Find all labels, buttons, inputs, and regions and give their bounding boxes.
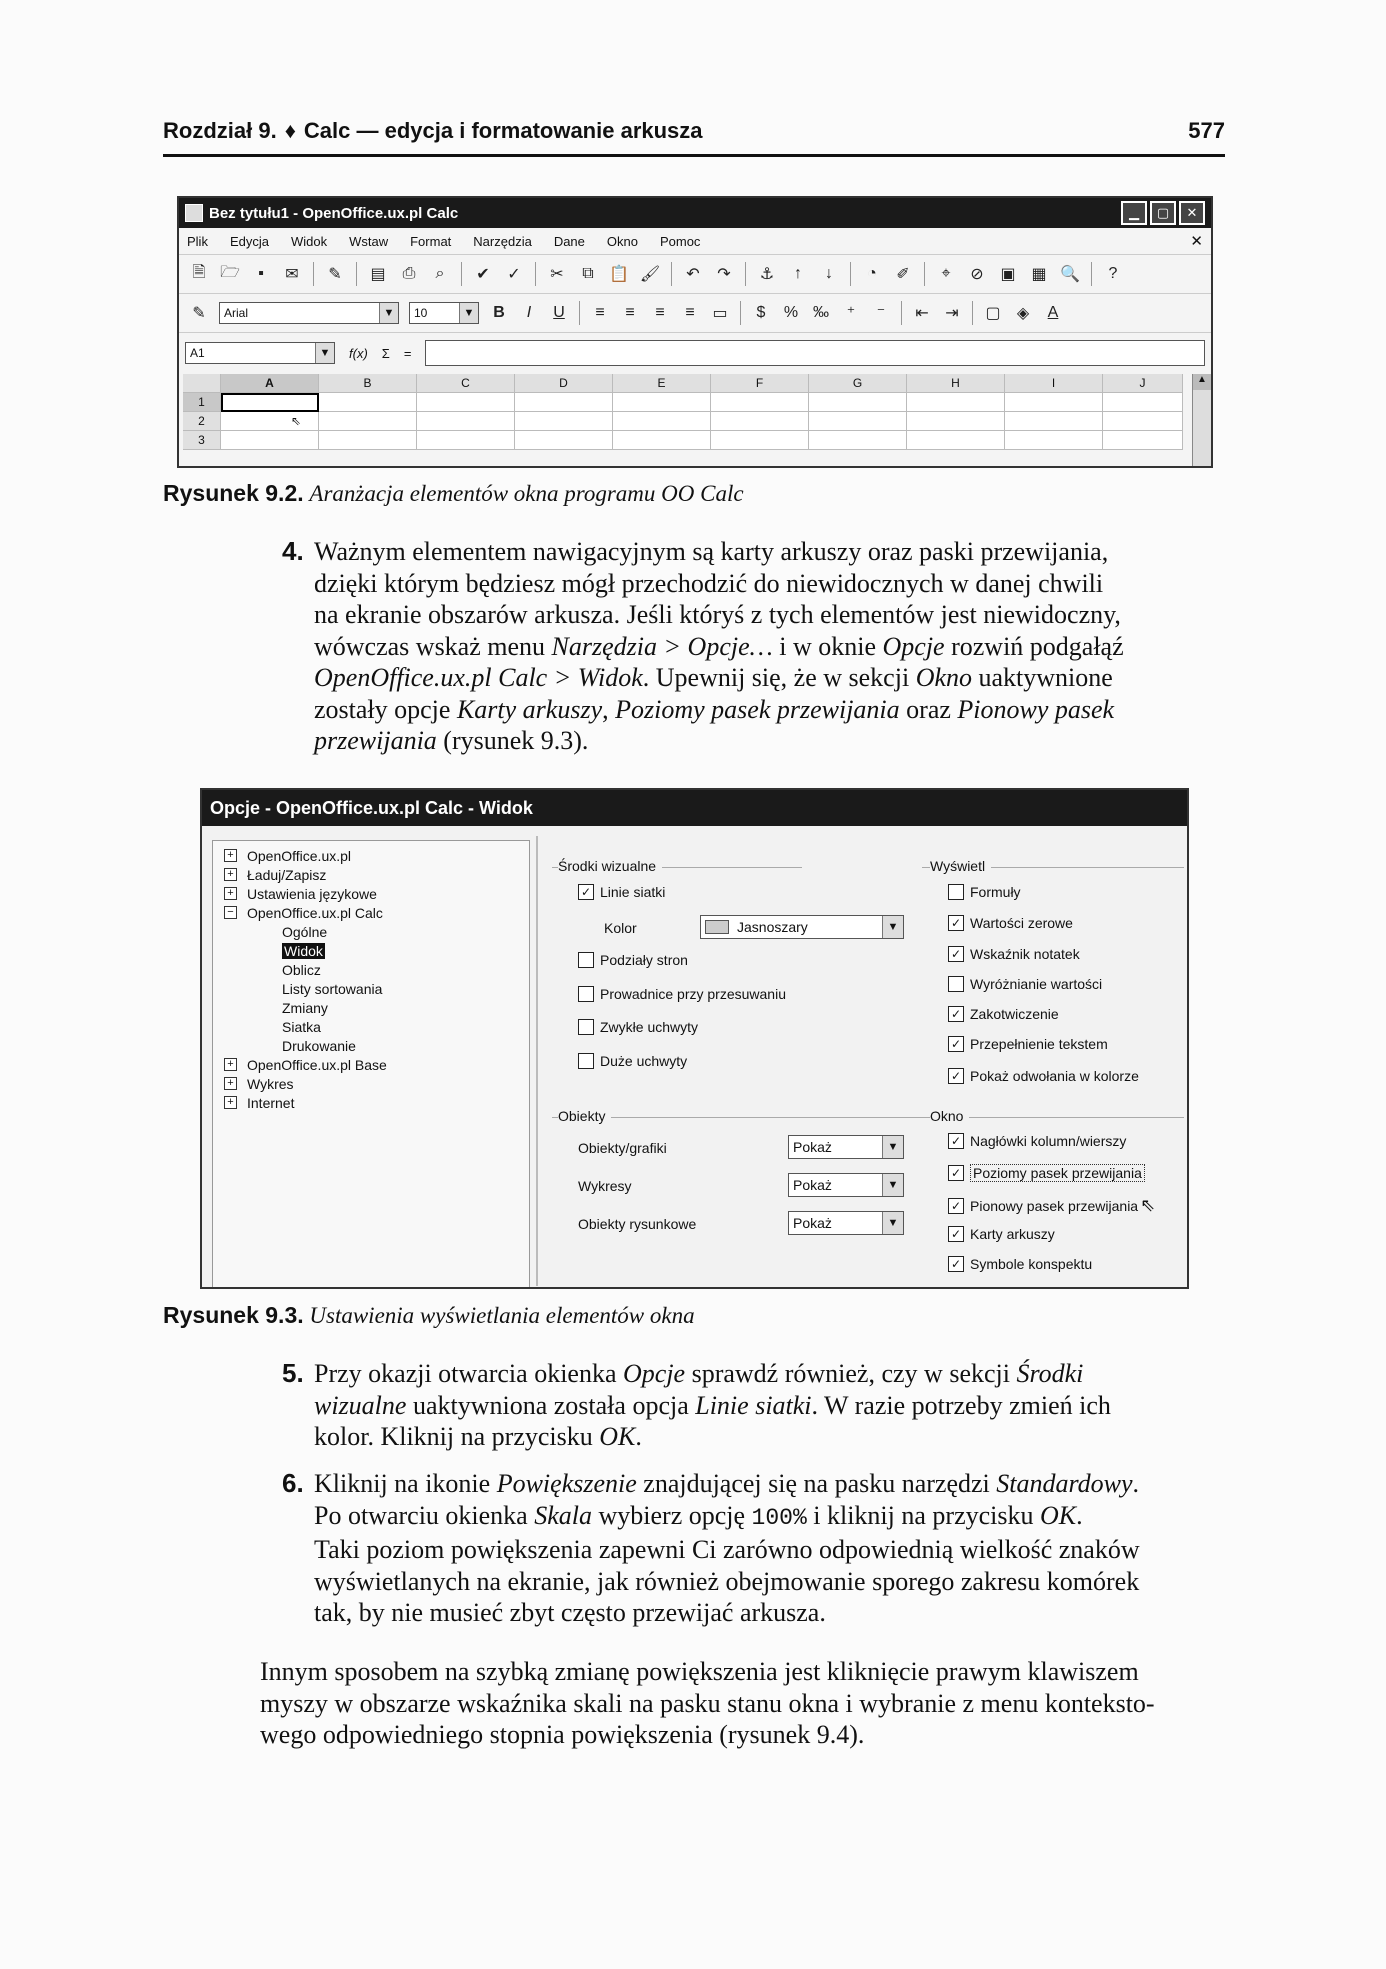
- tree-item-openoffice[interactable]: + OpenOffice.ux.pl: [224, 846, 524, 865]
- text-line: Taki poziom powiększenia zapewni Ci zarówno odpowiednią wielkość znaków: [314, 1535, 1140, 1564]
- option-headers[interactable]: ✓ Nagłówki kolumn/wierszy: [948, 1133, 1126, 1149]
- chevron-down-icon: ▼: [882, 1136, 903, 1158]
- close-icon[interactable]: ✕: [1179, 201, 1205, 225]
- formula-bar: [179, 332, 1211, 373]
- font-color-icon[interactable]: A: [1047, 304, 1059, 321]
- option-vertical-scrollbar[interactable]: ✓ Pionowy pasek przewijania ⇖: [948, 1195, 1155, 1216]
- function-wizard-icon[interactable]: f(x): [349, 345, 368, 361]
- delete-decimal-icon[interactable]: ⁻: [876, 305, 886, 322]
- checkbox-checked-icon: ✓: [948, 1226, 964, 1242]
- cell[interactable]: [319, 393, 417, 412]
- option-text-overflow[interactable]: ✓ Przepełnienie tekstem: [948, 1036, 1108, 1052]
- background-color-icon[interactable]: ◈: [1016, 305, 1030, 322]
- option-guides[interactable]: Prowadnice przy przesuwaniu: [578, 986, 786, 1002]
- step-6-paragraph: [282, 1468, 1224, 1629]
- save-icon[interactable]: ▪: [258, 265, 264, 282]
- objects-charts-select[interactable]: Pokaż ▼: [788, 1173, 904, 1197]
- option-sheet-tabs[interactable]: ✓ Karty arkuszy: [948, 1226, 1055, 1242]
- checkbox-empty-icon: [578, 986, 594, 1002]
- step-4-paragraph: [282, 536, 1224, 757]
- checkbox-checked-icon: ✓: [948, 1165, 964, 1181]
- autospell-icon[interactable]: ✓: [507, 266, 521, 283]
- cell[interactable]: [907, 431, 1005, 450]
- row-header-1[interactable]: 1: [183, 393, 221, 412]
- group-objects-title: Obiekty: [558, 1108, 611, 1124]
- cell[interactable]: [809, 393, 907, 412]
- select-all-corner[interactable]: [183, 374, 221, 393]
- option-large-handles[interactable]: Duże uchwyty: [578, 1053, 687, 1069]
- expand-icon[interactable]: +: [224, 1058, 237, 1071]
- text-line: dzięki którym będziesz mógł przechodzić do niewidocznych w danej chwili: [314, 568, 1104, 598]
- spreadsheet-grid[interactable]: [183, 374, 1191, 466]
- tree-item-changes[interactable]: Zmiany: [282, 999, 328, 1016]
- sum-icon[interactable]: Σ: [381, 345, 390, 361]
- mouse-cursor-icon: ⇖: [291, 414, 302, 428]
- bold-icon[interactable]: B: [493, 304, 505, 321]
- text-line: Innym sposobem na szybką zmianę powiększenia jest kliknięcie prawym klawiszem: [260, 1657, 1139, 1686]
- option-page-breaks[interactable]: Podziały stron: [578, 952, 688, 968]
- caption-label: Rysunek 9.3.: [163, 1302, 304, 1328]
- help-icon[interactable]: ?: [1108, 265, 1118, 282]
- function-icon[interactable]: =: [403, 345, 412, 361]
- chapter-title: [163, 118, 703, 144]
- expand-icon[interactable]: +: [224, 1096, 237, 1109]
- text-line: wyświetlanych na ekranie, jak również obejmowanie sporego zakresu komórek: [314, 1566, 1140, 1596]
- print-icon[interactable]: ⎙: [402, 265, 416, 282]
- cell[interactable]: [613, 393, 711, 412]
- tree-item-language-settings[interactable]: + Ustawienia językowe: [224, 884, 524, 903]
- cell[interactable]: [515, 412, 613, 431]
- cell[interactable]: [613, 412, 711, 431]
- calc-window-title: Bez tytułu1 - OpenOffice.ux.pl Calc: [209, 204, 459, 222]
- objects-graphics-label: Obiekty/grafiki: [578, 1140, 667, 1156]
- options-dialog-title: Opcje - OpenOffice.ux.pl Calc - Widok: [210, 797, 533, 818]
- open-folder-icon[interactable]: 🗁: [220, 263, 240, 281]
- draw-functions-icon[interactable]: ✐: [896, 266, 910, 283]
- chevron-down-icon: ▼: [459, 303, 478, 323]
- undo-icon[interactable]: ↶: [686, 266, 700, 283]
- column-header-c[interactable]: C: [417, 374, 515, 393]
- close-document-icon[interactable]: ✕: [1190, 233, 1203, 250]
- align-left-icon[interactable]: ≡: [595, 304, 605, 321]
- cut-icon[interactable]: ✂: [550, 266, 564, 283]
- text-line: przewijania (rysunek 9.3).: [314, 726, 589, 755]
- align-center-icon[interactable]: ≡: [625, 304, 635, 321]
- italic-icon[interactable]: I: [526, 304, 532, 321]
- cell[interactable]: [417, 393, 515, 412]
- tree-item-base[interactable]: + OpenOffice.ux.pl Base: [224, 1055, 524, 1074]
- cell[interactable]: [711, 393, 809, 412]
- column-header-b[interactable]: B: [319, 374, 417, 393]
- step-number: 5.: [282, 1358, 304, 1388]
- objects-graphics-select[interactable]: Pokaż ▼: [788, 1135, 904, 1159]
- scroll-up-icon[interactable]: ▲: [1193, 374, 1211, 390]
- tree-item-general[interactable]: Ogólne: [282, 923, 328, 940]
- column-header-d[interactable]: D: [515, 374, 613, 393]
- running-header: [163, 118, 1225, 157]
- active-cell-a1[interactable]: [221, 393, 319, 412]
- align-right-icon[interactable]: ≡: [655, 304, 665, 321]
- cell[interactable]: [907, 412, 1005, 431]
- checkbox-checked-icon: ✓: [948, 1068, 964, 1084]
- page-number: 577: [1188, 118, 1225, 143]
- text-line: tak, by nie musieć zbyt często przewijać arkusza.: [314, 1598, 826, 1627]
- cell[interactable]: [319, 431, 417, 450]
- chevron-down-icon: ▼: [882, 1174, 903, 1196]
- option-formulas[interactable]: Formuły: [948, 884, 1021, 900]
- navigator-icon[interactable]: ⊘: [970, 266, 984, 283]
- cell[interactable]: [711, 412, 809, 431]
- tree-item-calculate[interactable]: Oblicz: [282, 961, 321, 978]
- text-line: na ekranie obszarów arkusza. Jeśli któryś z tych elementów jest niewidoczny,: [314, 600, 1121, 629]
- cell[interactable]: [1005, 412, 1103, 431]
- tree-item-grid[interactable]: Siatka: [282, 1018, 321, 1035]
- group-window-title: Okno: [930, 1108, 969, 1124]
- tree-item-print[interactable]: Drukowanie: [282, 1037, 356, 1054]
- tree-item-load-save[interactable]: + Ładuj/Zapisz: [224, 865, 524, 884]
- options-dialog-titlebar: [202, 790, 1187, 826]
- checkbox-empty-icon: [578, 1053, 594, 1069]
- option-zero-values[interactable]: ✓ Wartości zerowe: [948, 915, 1073, 931]
- expand-icon[interactable]: +: [224, 887, 237, 900]
- checkbox-checked-icon: ✓: [948, 1036, 964, 1052]
- cell[interactable]: [515, 431, 613, 450]
- text-line: OpenOffice.ux.pl Calc > Widok. Upewnij się, że w sekcji Okno uaktywnione: [314, 663, 1113, 692]
- cell[interactable]: [1005, 393, 1103, 412]
- calc-menubar: [179, 228, 1211, 254]
- menu-window[interactable]: Okno: [606, 233, 638, 249]
- cell[interactable]: [417, 431, 515, 450]
- checkbox-checked-icon: ✓: [578, 884, 594, 900]
- sort-descending-icon[interactable]: ↓: [825, 265, 833, 282]
- option-show-references[interactable]: ✓ Pokaż odwołania w kolorze: [948, 1068, 1139, 1084]
- minimize-icon[interactable]: ▁: [1121, 201, 1147, 225]
- caption-text: Aranżacja elementów okna programu OO Calc: [309, 481, 744, 506]
- checkbox-checked-icon: ✓: [948, 1133, 964, 1149]
- standard-toolbar: [179, 254, 1211, 293]
- chevron-down-icon: ▼: [882, 1212, 903, 1234]
- chevron-down-icon: ▼: [315, 343, 334, 363]
- cell[interactable]: [221, 431, 319, 450]
- gallery-icon[interactable]: ▣: [1000, 266, 1016, 283]
- option-simple-handles[interactable]: Zwykłe uchwyty: [578, 1019, 698, 1035]
- add-decimal-icon[interactable]: ⁺: [846, 305, 856, 322]
- export-pdf-icon[interactable]: ▤: [370, 266, 386, 283]
- chart-icon[interactable]: ◔: [867, 265, 877, 282]
- cell[interactable]: [613, 431, 711, 450]
- option-horizontal-scrollbar[interactable]: ✓ Poziomy pasek przewijania: [948, 1164, 1145, 1182]
- menu-view[interactable]: Widok: [290, 233, 328, 249]
- cell[interactable]: [515, 393, 613, 412]
- color-label: Kolor: [604, 920, 637, 936]
- tree-item-chart[interactable]: + Wykres: [224, 1074, 524, 1093]
- sort-ascending-icon[interactable]: ↑: [794, 265, 802, 282]
- step-number: 6.: [282, 1468, 304, 1498]
- checkbox-checked-icon: ✓: [948, 915, 964, 931]
- paste-icon[interactable]: 📋: [609, 266, 629, 283]
- checkbox-empty-icon: [948, 976, 964, 992]
- new-document-icon[interactable]: 🗎: [192, 263, 206, 281]
- text-line: wizualne uaktywniona została opcja Linie siatki. W razie potrzeby zmień ich: [314, 1390, 1111, 1420]
- tree-item-calc[interactable]: − OpenOffice.ux.pl Calc: [224, 903, 524, 922]
- data-sources-icon[interactable]: ▦: [1031, 266, 1047, 283]
- objects-charts-label: Wykresy: [578, 1178, 632, 1194]
- chapter-label: Rozdział 9.: [163, 118, 277, 143]
- cell[interactable]: [1103, 431, 1183, 450]
- text-line: wówczas wskaż menu Narzędzia > Opcje… i w oknie Opcje rozwiń podgałąź: [314, 631, 1124, 661]
- color-select[interactable]: Jasnoszary ▼: [700, 915, 904, 939]
- tree-item-internet[interactable]: + Internet: [224, 1093, 524, 1112]
- text-line: Ważnym elementem nawigacyjnym są karty arkuszy oraz paski przewijania,: [314, 537, 1109, 566]
- column-header-g[interactable]: G: [809, 374, 907, 393]
- options-dialog-screenshot: [200, 788, 1189, 1289]
- chevron-down-icon: ▼: [379, 303, 398, 323]
- text-line: zostały opcje Karty arkuszy, Poziomy pasek przewijania oraz Pionowy pasek: [314, 694, 1115, 724]
- underline-icon[interactable]: U: [553, 304, 565, 321]
- objects-drawings-label: Obiekty rysunkowe: [578, 1216, 697, 1232]
- text-line: kolor. Kliknij na przycisku OK.: [314, 1422, 642, 1451]
- menu-file[interactable]: Plik: [187, 233, 208, 249]
- cell[interactable]: [809, 431, 907, 450]
- row-header-2[interactable]: 2: [183, 412, 221, 431]
- figure-9-2-caption: [163, 480, 744, 507]
- redo-icon[interactable]: ↷: [717, 266, 731, 283]
- step-number: 4.: [282, 536, 304, 566]
- option-outline-symbols[interactable]: ✓ Symbole konspektu: [948, 1256, 1092, 1272]
- cell[interactable]: [319, 412, 417, 431]
- copy-icon[interactable]: ⧉: [582, 265, 594, 282]
- chevron-down-icon: ▼: [882, 916, 903, 938]
- expand-icon[interactable]: +: [224, 849, 237, 862]
- standard-format-icon[interactable]: ‰: [813, 304, 829, 321]
- figure-9-3-caption: [163, 1302, 695, 1329]
- edit-file-icon[interactable]: ✎: [328, 266, 342, 283]
- menu-insert[interactable]: Wstaw: [349, 233, 389, 249]
- option-anchor[interactable]: ✓ Zakotwiczenie: [948, 1006, 1059, 1022]
- formatting-toolbar: [179, 293, 1211, 332]
- page-preview-icon[interactable]: ⌕: [435, 265, 445, 282]
- closing-paragraph: [260, 1656, 1226, 1751]
- checkbox-empty-icon: [948, 884, 964, 900]
- group-visual-aids-title: Środki wizualne: [558, 858, 662, 874]
- text-line: Po otwarciu okienka Skala wybierz opcję 100% i kliknij na przycisku OK.: [314, 1500, 1083, 1531]
- text-line: wego odpowiedniego stopnia powiększenia (rysunek 9.4).: [260, 1720, 865, 1749]
- merge-cells-icon[interactable]: ▭: [712, 305, 728, 322]
- mouse-cursor-icon: ⇖: [1140, 1195, 1156, 1215]
- zoom-icon[interactable]: 🔍: [1060, 266, 1080, 283]
- spellcheck-icon[interactable]: ✔: [476, 266, 490, 283]
- name-box-value: A1: [190, 346, 205, 360]
- email-icon[interactable]: ✉: [285, 266, 299, 283]
- formula-input[interactable]: [425, 340, 1205, 366]
- tree-item-view[interactable]: Widok: [284, 942, 323, 959]
- checkbox-checked-icon: ✓: [948, 946, 964, 962]
- cell[interactable]: [809, 412, 907, 431]
- caption-text: Ustawienia wyświetlania elementów okna: [309, 1303, 695, 1328]
- column-header-a[interactable]: A: [221, 374, 319, 393]
- menu-edit[interactable]: Edycja: [229, 233, 269, 249]
- expand-icon[interactable]: +: [224, 1077, 237, 1090]
- text-line: Kliknij na ikonie Powiększenie znajdującej się na pasku narzędzi Standardowy.: [314, 1469, 1140, 1498]
- option-value-highlighting[interactable]: Wyróżnianie wartości: [948, 976, 1102, 992]
- font-name-value: Arial: [224, 306, 249, 320]
- name-box[interactable]: [185, 342, 335, 364]
- styles-icon[interactable]: ✎: [192, 305, 206, 322]
- font-name-select[interactable]: [219, 302, 399, 324]
- column-header-h[interactable]: H: [907, 374, 1005, 393]
- text-line: Przy okazji otwarcia okienka Opcje sprawdź również, czy w sekcji Środki: [314, 1359, 1084, 1388]
- maximize-icon[interactable]: ▢: [1150, 201, 1176, 225]
- calc-app-icon: [185, 204, 203, 222]
- justify-icon[interactable]: ≡: [685, 304, 695, 321]
- column-header-i[interactable]: I: [1005, 374, 1103, 393]
- decrease-indent-icon[interactable]: ⇤: [915, 305, 929, 322]
- menu-help[interactable]: Pomoc: [659, 233, 701, 249]
- caption-label: Rysunek 9.2.: [163, 480, 304, 506]
- text-line: myszy w obszarze wskaźnika skali na pasku stanu okna i wybranie z menu konteksto-: [260, 1688, 1155, 1718]
- color-swatch: [705, 920, 729, 934]
- cell[interactable]: [907, 393, 1005, 412]
- calc-window-screenshot: [177, 196, 1213, 468]
- checkbox-empty-icon: [578, 1019, 594, 1035]
- column-header-j[interactable]: J: [1103, 374, 1183, 393]
- cell[interactable]: [417, 412, 515, 431]
- find-replace-icon[interactable]: ⌖: [941, 265, 951, 282]
- collapse-icon[interactable]: −: [224, 906, 237, 919]
- column-header-e[interactable]: E: [613, 374, 711, 393]
- option-comment-indicator[interactable]: ✓ Wskaźnik notatek: [948, 946, 1080, 962]
- diamond-icon: ♦: [284, 118, 296, 143]
- increase-indent-icon[interactable]: ⇥: [945, 305, 959, 322]
- cell[interactable]: [221, 412, 319, 431]
- vertical-scrollbar[interactable]: [1192, 374, 1211, 466]
- chapter-name: Calc — edycja i formatowanie arkusza: [303, 118, 703, 143]
- hyperlink-icon[interactable]: ⚓: [759, 266, 775, 283]
- percent-icon[interactable]: %: [783, 304, 799, 321]
- cell[interactable]: [1103, 393, 1183, 412]
- font-size-value: 10: [414, 306, 428, 320]
- option-grid-lines[interactable]: ✓ Linie siatki: [578, 884, 665, 900]
- menu-tools[interactable]: Narzędzia: [473, 233, 532, 249]
- checkbox-checked-icon: ✓: [948, 1256, 964, 1272]
- cell[interactable]: [711, 431, 809, 450]
- expand-icon[interactable]: +: [224, 868, 237, 881]
- checkbox-checked-icon: ✓: [948, 1198, 964, 1214]
- checkbox-empty-icon: [578, 952, 594, 968]
- checkbox-checked-icon: ✓: [948, 1006, 964, 1022]
- calc-titlebar: [179, 198, 1211, 228]
- borders-icon[interactable]: ▢: [985, 305, 1001, 322]
- group-display-title: Wyświetl: [930, 858, 991, 874]
- options-tree: [224, 846, 524, 1282]
- step-5-paragraph: [282, 1358, 1224, 1453]
- currency-icon[interactable]: $: [756, 304, 766, 321]
- row-header-3[interactable]: 3: [183, 431, 221, 450]
- tree-item-sort-lists[interactable]: Listy sortowania: [282, 980, 383, 997]
- column-header-f[interactable]: F: [711, 374, 809, 393]
- cell[interactable]: [1005, 431, 1103, 450]
- cell[interactable]: [1103, 412, 1183, 431]
- font-size-select[interactable]: [409, 302, 479, 324]
- menu-data[interactable]: Dane: [553, 233, 585, 249]
- format-paintbrush-icon[interactable]: 🖌: [639, 266, 661, 283]
- objects-drawings-select[interactable]: Pokaż ▼: [788, 1211, 904, 1235]
- menu-format[interactable]: Format: [410, 233, 452, 249]
